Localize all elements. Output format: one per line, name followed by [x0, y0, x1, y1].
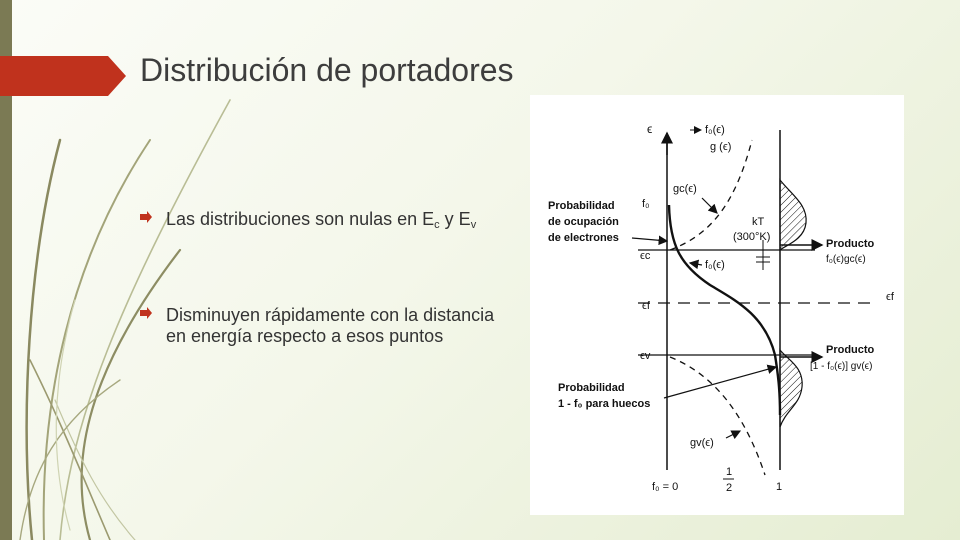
diagram-svg — [530, 95, 904, 515]
legend-f0: f₀(ϵ) — [705, 124, 725, 136]
x-tick-zero: f₀ = 0 — [652, 481, 679, 493]
legend-g: g (ϵ) — [710, 141, 732, 153]
producto-bot-title: Producto — [826, 344, 875, 356]
x-tick-half-den: 2 — [726, 482, 733, 494]
x-tick-half-num: 1 — [726, 466, 733, 478]
bullet-text: Disminuyen rápidamente con la distancia en energía respecto a esos puntos — [166, 305, 495, 346]
ec-label: ϵc — [640, 250, 651, 262]
f0e-pointer — [690, 263, 702, 265]
arrow-bullet-icon — [140, 211, 152, 223]
bullet-text: Las distribuciones son nulas en $E_c$ y $E_v$ — [166, 209, 477, 231]
kt-label: kT — [752, 216, 765, 228]
electron-product-lobe — [780, 180, 806, 250]
producto-bot-formula: [1 - f₀(ϵ)] gv(ϵ) — [810, 361, 873, 372]
producto-top-title: Producto — [826, 238, 875, 250]
ef-label-left: ϵf — [642, 300, 650, 312]
producto-top-formula: f₀(ϵ)gc(ϵ) — [826, 254, 866, 265]
prob-hole-pointer — [664, 367, 776, 398]
bullet-item — [140, 305, 510, 347]
f0-label: f₀ — [642, 198, 650, 210]
prob-elec-line2: de ocupación — [548, 216, 619, 228]
gv-pointer — [726, 431, 740, 438]
prob-hole-line1: Probabilidad — [558, 382, 625, 394]
gc-label: gc(ϵ) — [673, 183, 697, 195]
axis-epsilon-label: ϵ — [647, 122, 653, 136]
prob-hole-line2: 1 - f₀ para huecos — [558, 398, 651, 410]
hole-product-lobe — [780, 350, 802, 427]
gv-curve — [670, 357, 765, 475]
slide-title: Distribución de portadores — [140, 52, 514, 88]
title-accent-arrow — [0, 56, 126, 96]
prob-elec-line3: de electrones — [548, 232, 619, 244]
bullet-item — [140, 209, 510, 236]
carrier-distribution-diagram — [530, 95, 904, 515]
prob-elec-line1: Probabilidad — [548, 200, 615, 212]
ev-label: ϵv — [640, 350, 651, 362]
prob-elec-pointer — [632, 238, 667, 241]
kt-temp-label: (300°K) — [733, 231, 771, 243]
gv-label: gv(ϵ) — [690, 437, 714, 449]
f0e-label: f₀(ϵ) — [705, 259, 725, 271]
ef-label-right: ϵf — [886, 291, 894, 303]
arrow-bullet-icon — [140, 307, 152, 319]
gc-pointer — [702, 198, 717, 213]
x-tick-one: 1 — [776, 481, 783, 493]
